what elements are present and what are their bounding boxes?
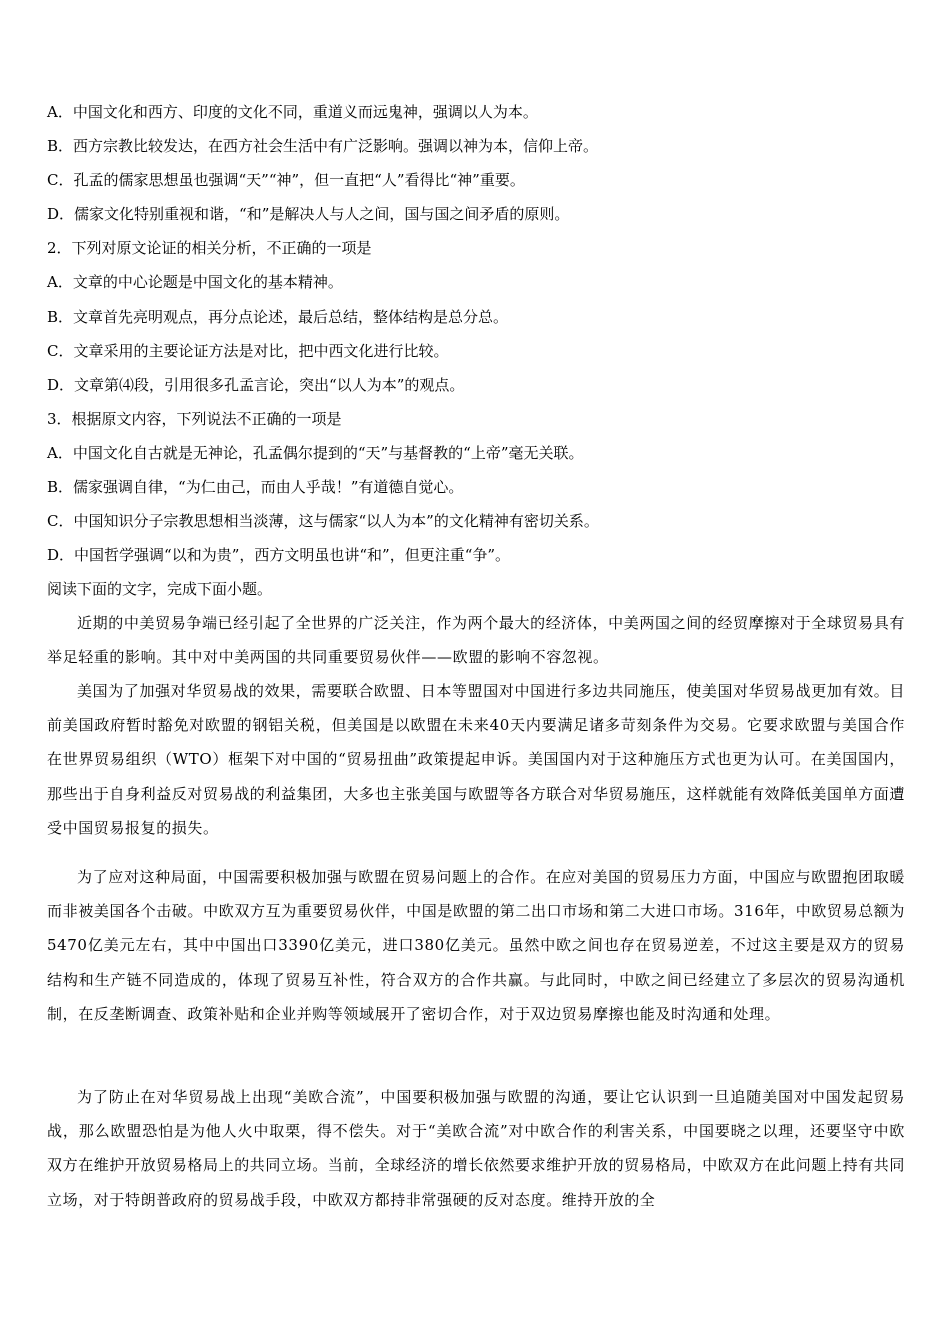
- reading-intro: 阅读下面的文字，完成下面小题。: [47, 580, 273, 598]
- q3-option-b: B．儒家强调自律，“为仁由己，而由人乎哉！”有道德自觉心。: [47, 478, 464, 496]
- q2-option-a: A．文章的中心论题是中国文化的基本精神。: [47, 273, 343, 291]
- q3-stem: 3．根据原文内容，下列说法不正确的一项是: [47, 410, 342, 428]
- q3-option-c: C．中国知识分子宗教思想相当淡薄，这与儒家“以人为本”的文化精神有密切关系。: [47, 512, 599, 530]
- passage-paragraph-4: 为了防止在对华贸易战上出现“美欧合流”，中国要积极加强与欧盟的沟通，要让它认识到一旦追随美国对中国发起贸易战，那么欧盟恐怕是为他人火中取栗，得不偿失。对于“美欧合流”对中欧合作的利害关系，中国要晓之以理，还要坚守中欧双方在维护开放贸易格局上的共同立场。当前，全球经济的增长依然要求维护开放的贸易格局，中欧双方在此问题上持有共同立场，对于特朗普政府的贸易战手段，中欧双方都持非常强硬的反对态度。维持开放的全: [47, 1088, 906, 1209]
- q1-option-c: C．孔孟的儒家思想虽也强调“天”“神”，但一直把“人”看得比“神”重要。: [47, 171, 525, 189]
- q2-stem: 2．下列对原文论证的相关分析，不正确的一项是: [47, 239, 372, 257]
- q1-option-a: A．中国文化和西方、印度的文化不同，重道义而远鬼神，强调以人为本。: [47, 103, 538, 121]
- q2-option-b: B．文章首先亮明观点，再分点论述，最后总结，整体结构是总分总。: [47, 308, 509, 326]
- passage-paragraph-2: 美国为了加强对华贸易战的效果，需要联合欧盟、日本等盟国对中国进行多边共同施压，使美国对华贸易战更加有效。目前美国政府暂时豁免对欧盟的钢铝关税，但美国是以欧盟在未来40天内要满足诸多苛刻条件为交易。它要求欧盟与美国合作在世界贸易组织（WTO）框架下对中国的“贸易扭曲”政策提起申诉。美国国内对于这种施压方式也更为认可。在美国国内，那些出于自身利益反对贸易战的利益集团，大多也主张美国与欧盟等各方联合对华贸易施压，这样就能有效降低美国单方面遭受中国贸易报复的损失。: [47, 682, 906, 837]
- q2-option-d: D．文章第⑷段，引用很多孔孟言论，突出“以人为本”的观点。: [47, 376, 465, 394]
- q3-option-a: A．中国文化自古就是无神论，孔孟偶尔提到的“天”与基督教的“上帝”毫无关联。: [47, 444, 584, 462]
- passage-paragraph-1: 近期的中美贸易争端已经引起了全世界的广泛关注，作为两个最大的经济体，中美两国之间的经贸摩擦对于全球贸易具有举足轻重的影响。其中对中美两国的共同重要贸易伙伴——欧盟的影响不容忽视。: [47, 614, 905, 667]
- q1-option-b: B．西方宗教比较发达，在西方社会生活中有广泛影响。强调以神为本，信仰上帝。: [47, 137, 599, 155]
- q1-option-d: D．儒家文化特别重视和谐，“和”是解决人与人之间，国与国之间矛盾的原则。: [47, 205, 570, 223]
- passage-paragraph-3: 为了应对这种局面，中国需要积极加强与欧盟在贸易问题上的合作。在应对美国的贸易压力方面，中国应与欧盟抱团取暖而非被美国各个击破。中欧双方互为重要贸易伙伴，中国是欧盟的第二出口市场和第二大进口市场。316年，中欧贸易总额为5470亿美元左右，其中中国出口3390亿美元，进口380亿美元。虽然中欧之间也存在贸易逆差，不过这主要是双方的贸易结构和生产链不同造成的，体现了贸易互补性，符合双方的合作共赢。与此同时，中欧之间已经建立了多层次的贸易沟通机制，在反垄断调查、政策补贴和企业并购等领域展开了密切合作，对于双边贸易摩擦也能及时沟通和处理。: [47, 868, 905, 1023]
- q3-option-d: D．中国哲学强调“以和为贵”，西方文明虽也讲“和”，但更注重“争”。: [47, 546, 511, 564]
- q2-option-c: C．文章采用的主要论证方法是对比，把中西文化进行比较。: [47, 342, 449, 360]
